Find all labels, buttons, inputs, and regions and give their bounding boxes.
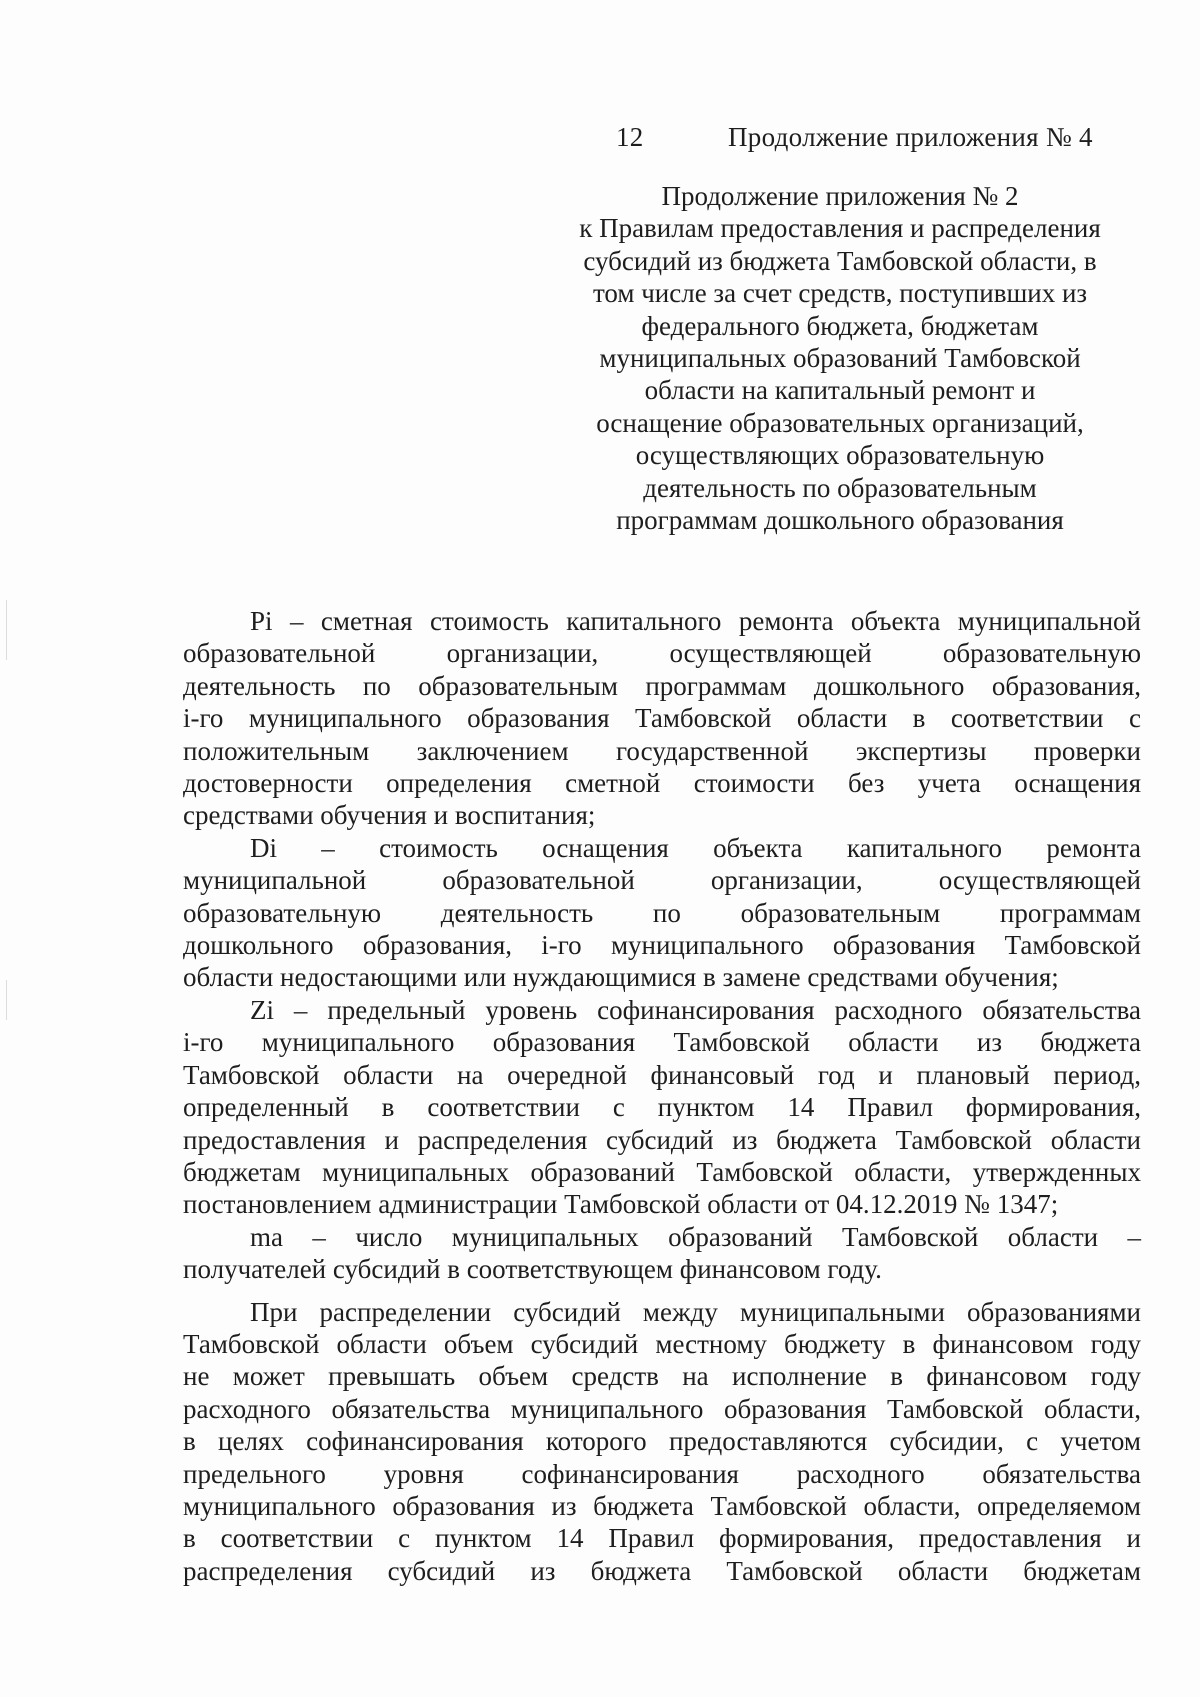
text-line: i-го муниципального образования Тамбовской области в соответствии с [183,703,1141,734]
text-line: предельного уровня софинансирования расходного обязательства [183,1458,1141,1489]
text-line: определенный в соответствии с пунктом 14 Правил формирования, [183,1092,1141,1123]
appendix-title-line: оснащение образовательных организаций, [596,407,1084,438]
text-line: Di – стоимость оснащения объекта капитального ремонта [250,832,1141,863]
appendix-continuation-label: Продолжение приложения № 4 [728,122,1093,152]
scan-artifact [6,600,7,660]
text-line: не может превышать объем средств на исполнение в финансовом году [183,1361,1141,1392]
text-line: образовательную деятельность по образовательным программам [183,897,1141,928]
text-line: предоставления и распределения субсидий из бюджета Тамбовской области [183,1124,1141,1155]
text-line: деятельность по образовательным программам дошкольного образования, [183,670,1141,701]
text-line: в целях софинансирования которого предоставляются субсидии, с учетом [183,1426,1141,1457]
text-line: i-го муниципального образования Тамбовской области из бюджета [183,1027,1141,1058]
text-line: дошкольного образования, i-го муниципального образования Тамбовской [183,930,1141,961]
appendix-title-line: программам дошкольного образования [616,505,1064,536]
appendix-title-line: Продолжение приложения № 2 [661,181,1019,211]
appendix-title-block [560,180,1120,536]
text-line: распределения субсидий из бюджета Тамбовской области бюджетам [183,1555,1141,1586]
text-line: постановлением администрации Тамбовской области от 04.12.2019 № 1347; [183,1189,1059,1220]
text-line: муниципального образования из бюджета Тамбовской области, определяемом [183,1490,1141,1521]
text-line: расходного обязательства муниципального образования Тамбовской области, [183,1393,1141,1424]
appendix-title-line: том числе за счет средств, поступивших из [592,278,1088,309]
text-line: достоверности определения сметной стоимости без учета оснащения [183,768,1141,799]
text-line: ma – число муниципальных образований Тамбовской области – [250,1221,1141,1252]
appendix-title-line: к Правилам предоставления и распределения [579,213,1101,244]
appendix-title-line: осуществляющих образовательную [635,440,1045,471]
text-line: средствами обучения и воспитания; [183,800,596,831]
text-line: Pi – сметная стоимость капитального ремонта объекта муниципальной [250,606,1141,636]
appendix-title-line: деятельность по образовательным [643,472,1037,503]
text-line: в соответствии с пунктом 14 Правил формирования, предоставления и [183,1523,1141,1554]
text-line: Тамбовской области объем субсидий местному бюджету в финансовом году [183,1328,1141,1359]
page-number: 12 [616,122,644,152]
text-line: положительным заключением государственной экспертизы проверки [183,735,1141,766]
text-line: бюджетам муниципальных образований Тамбовской области, утвержденных [183,1156,1141,1187]
paragraph-distribution [183,1296,1141,1588]
appendix-title-line: области на капитальный ремонт и [644,375,1036,406]
paragraph-di [183,832,1141,994]
paragraph-pi [183,605,1141,832]
text-line: образовательной организации, осуществляющей образовательную [183,638,1141,669]
text-line: муниципальной образовательной организации, осуществляющей [183,865,1141,896]
paragraph-ma [183,1221,1141,1286]
text-line: Zi – предельный уровень софинансирования расходного обязательства [250,994,1141,1025]
text-line: области недостающими или нуждающимися в замене средствами обучения; [183,962,1059,993]
appendix-title-line: муниципальных образований Тамбовской [599,343,1081,374]
document-body [183,605,1141,1587]
scan-artifact [6,980,7,1020]
appendix-title-line: субсидий из бюджета Тамбовской области, в [583,245,1097,276]
text-line: При распределении субсидий между муниципальными образованиями [250,1296,1141,1327]
appendix-title-line: федерального бюджета, бюджетам [641,310,1039,341]
paragraph-spacer [183,1286,1141,1296]
text-line: Тамбовской области на очередной финансовый год и плановый период, [183,1059,1141,1090]
paragraph-zi [183,994,1141,1221]
text-line: получателей субсидий в соответствующем финансовом году. [183,1254,882,1285]
